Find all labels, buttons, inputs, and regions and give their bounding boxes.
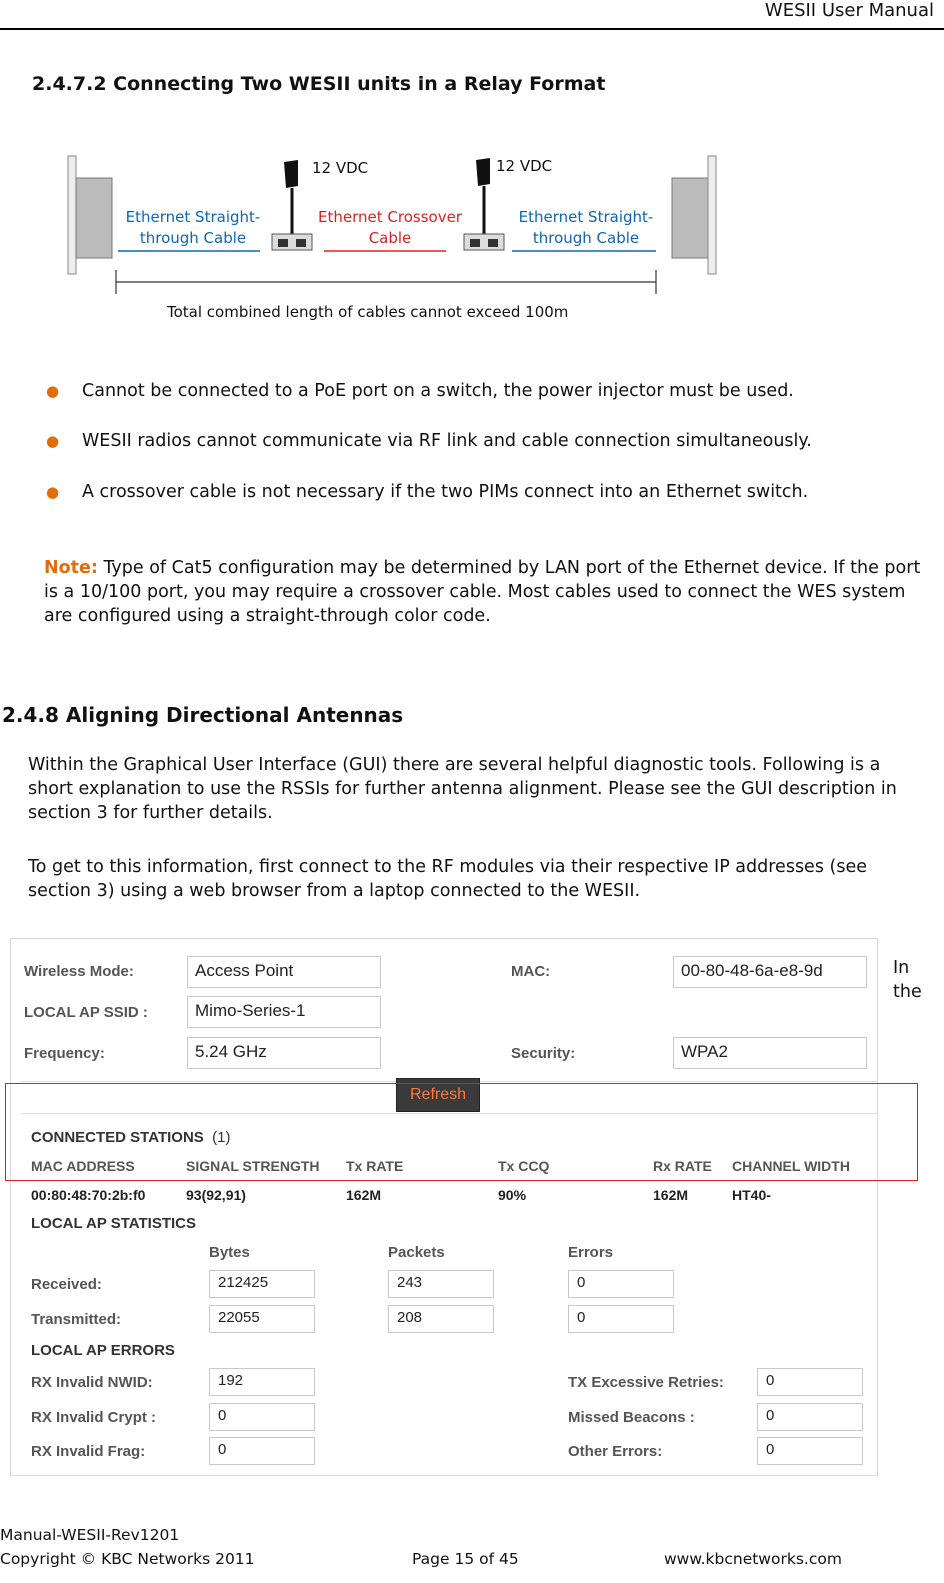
other-errors-label: Other Errors:	[568, 1443, 663, 1460]
ssid-label: LOCAL AP SSID :	[24, 1004, 148, 1021]
right-antenna-icon	[672, 156, 716, 274]
tx-excessive-retries-field[interactable]: 0	[757, 1368, 863, 1396]
station-rx-rate: 162M	[653, 1187, 689, 1203]
cable-label-right-line2: through Cable	[532, 229, 640, 247]
side-text-line1: In	[893, 958, 910, 978]
bullet-text: Cannot be connected to a PoE port on a switch, the power injector must be used.	[82, 381, 794, 401]
cable-label-left-line1: Ethernet Straight-	[125, 208, 261, 226]
received-bytes-field[interactable]: 212425	[209, 1270, 315, 1298]
cable-label-left-line2: through Cable	[139, 229, 247, 247]
connected-stations-count: (1)	[212, 1129, 231, 1146]
note-text: Type of Cat5 configuration may be determined by LAN port of the Ethernet device. If the port is a 10/100 port, you may require a crossover cable. Most cables used to connect the WES system are configured using a straight-through color code.	[44, 558, 921, 626]
col-tx-ccq: Tx CCQ	[498, 1158, 550, 1174]
other-errors-field[interactable]: 0	[757, 1437, 863, 1465]
mac-label: MAC:	[511, 963, 551, 980]
section-heading-align: 2.4.8 Aligning Directional Antennas	[2, 703, 404, 727]
highlight-box	[5, 1083, 918, 1181]
rx-invalid-nwid-label: RX Invalid NWID:	[31, 1374, 153, 1391]
cable-label-mid	[310, 207, 470, 249]
bullet-item	[46, 429, 912, 453]
station-signal: 93(92,91)	[186, 1187, 246, 1203]
received-label: Received:	[31, 1276, 102, 1293]
manual-title: WESII User Manual	[764, 0, 934, 21]
stats-col-errors: Errors	[568, 1244, 614, 1261]
received-packets-field[interactable]: 243	[388, 1270, 494, 1298]
side-text-line2: the	[893, 982, 922, 1002]
rx-invalid-crypt-field[interactable]: 0	[209, 1403, 315, 1431]
section-heading-relay: 2.4.7.2 Connecting Two WESII units in a Relay Format	[32, 73, 606, 95]
station-channel-width: HT40-	[732, 1187, 771, 1203]
cable-label-right	[508, 207, 664, 249]
frequency-label: Frequency:	[24, 1045, 105, 1062]
col-mac-address: MAC ADDRESS	[31, 1158, 135, 1174]
gui-screenshot	[10, 938, 878, 1476]
station-mac: 00:80:48:70:2b:f0	[31, 1187, 146, 1203]
rx-invalid-nwid-field[interactable]: 192	[209, 1368, 315, 1396]
relay-diagram	[60, 148, 730, 338]
wireless-mode-field[interactable]: Access Point	[187, 956, 381, 988]
tx-excessive-retries-label: TX Excessive Retries:	[568, 1374, 724, 1391]
bullet-text: A crossover cable is not necessary if the two PIMs connect into an Ethernet switch.	[82, 482, 809, 502]
bullet-text: WESII radios cannot communicate via RF link and cable connection simultaneously.	[82, 431, 812, 451]
footer-copyright: Copyright © KBC Networks 2011	[0, 1550, 255, 1568]
transmitted-label: Transmitted:	[31, 1311, 122, 1328]
ssid-field[interactable]: Mimo-Series-1	[187, 996, 381, 1028]
power-adapter-left-icon	[272, 160, 312, 250]
missed-beacons-label: Missed Beacons :	[568, 1409, 695, 1426]
errors-title: LOCAL AP ERRORS	[31, 1342, 175, 1359]
stats-col-packets: Packets	[388, 1244, 445, 1261]
transmitted-errors-field[interactable]: 0	[568, 1305, 674, 1333]
footer-doc-id: Manual-WESII-Rev1201	[0, 1526, 180, 1544]
cable-label-left	[118, 207, 268, 249]
stats-title: LOCAL AP STATISTICS	[31, 1215, 197, 1232]
header-rule	[0, 28, 944, 30]
vdc-label-left: 12 VDC	[312, 159, 369, 177]
align-paragraph-1: Within the Graphical User Interface (GUI) there are several helpful diagnostic tools. Following is a short explanation to use the RSSIs for further antenna alignment. Please see the GUI description in section 3 for further details.	[28, 755, 897, 823]
footer-website: www.kbcnetworks.com	[664, 1550, 842, 1568]
cable-label-mid-line2: Cable	[368, 229, 412, 247]
col-signal-strength: SIGNAL STRENGTH	[186, 1158, 320, 1174]
col-rx-rate: Rx RATE	[653, 1158, 712, 1174]
rx-invalid-crypt-label: RX Invalid Crypt :	[31, 1409, 157, 1426]
station-tx-ccq: 90%	[498, 1187, 527, 1203]
transmitted-packets-field[interactable]: 208	[388, 1305, 494, 1333]
left-antenna-icon	[68, 156, 112, 274]
footer-page-number: Page 15 of 45	[412, 1550, 519, 1568]
bullet-dot-icon: ●	[46, 432, 60, 450]
missed-beacons-field[interactable]: 0	[757, 1403, 863, 1431]
length-note: Total combined length of cables cannot exceed 100m	[167, 303, 569, 321]
bullet-item	[46, 480, 912, 504]
stats-col-bytes: Bytes	[209, 1244, 250, 1261]
frequency-field[interactable]: 5.24 GHz	[187, 1037, 381, 1069]
align-paragraph-2: To get to this information, first connect to the RF modules via their respective IP addresses (see section 3) using a web browser from a laptop connected to the WESII.	[28, 857, 867, 901]
refresh-button[interactable]: Refresh	[396, 1078, 480, 1112]
vdc-label-right: 12 VDC	[496, 157, 553, 175]
cable-label-mid-line1: Ethernet Crossover	[318, 208, 462, 226]
security-field[interactable]: WPA2	[673, 1037, 867, 1069]
note-label: Note:	[44, 558, 98, 578]
cable-label-right-line1: Ethernet Straight-	[518, 208, 654, 226]
security-label: Security:	[511, 1045, 576, 1062]
col-channel-width: CHANNEL WIDTH	[732, 1158, 850, 1174]
transmitted-bytes-field[interactable]: 22055	[209, 1305, 315, 1333]
bullet-dot-icon: ●	[46, 483, 60, 501]
station-tx-rate: 162M	[346, 1187, 382, 1203]
rx-invalid-frag-label: RX Invalid Frag:	[31, 1443, 146, 1460]
mac-field[interactable]: 00-80-48-6a-e8-9d	[673, 956, 867, 988]
received-errors-field[interactable]: 0	[568, 1270, 674, 1298]
connected-stations-label: CONNECTED STATIONS	[31, 1129, 204, 1146]
wireless-mode-label: Wireless Mode:	[24, 963, 134, 980]
bullet-item	[46, 379, 912, 403]
col-tx-rate: Tx RATE	[346, 1158, 404, 1174]
bullet-dot-icon: ●	[46, 382, 60, 400]
rx-invalid-frag-field[interactable]: 0	[209, 1437, 315, 1465]
note-paragraph	[44, 556, 934, 628]
